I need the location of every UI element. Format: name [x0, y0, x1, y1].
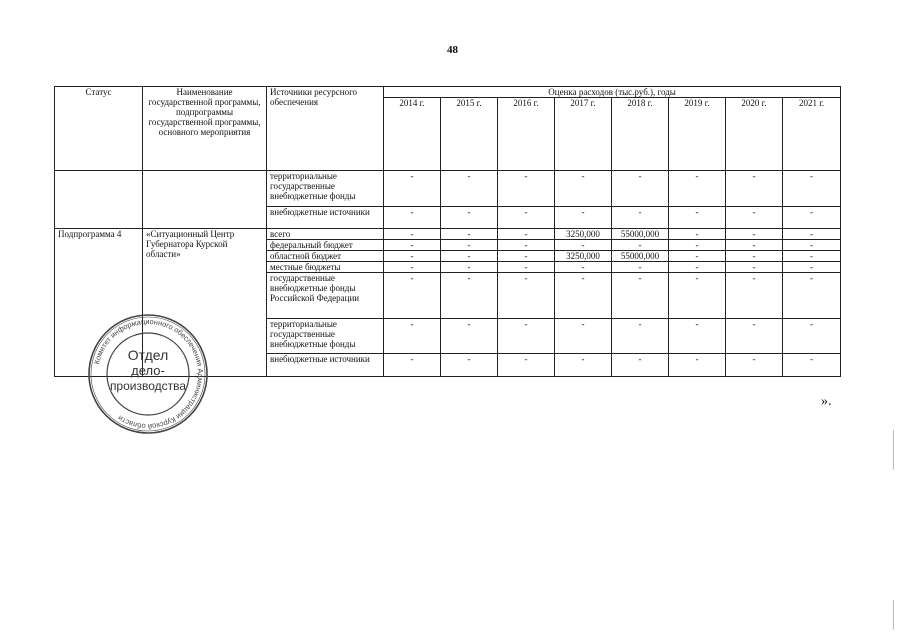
- value-cell: -: [726, 240, 783, 251]
- program-name-cell: «Ситуационный Центр Губернатора Курской области»: [143, 229, 267, 377]
- value-cell: -: [726, 273, 783, 319]
- value-cell: -: [441, 229, 498, 240]
- value-cell: -: [555, 207, 612, 229]
- program-name-cell: [143, 171, 267, 229]
- value-cell: -: [783, 354, 841, 377]
- value-cell: -: [612, 319, 669, 354]
- header-year: 2020 г.: [726, 98, 783, 171]
- header-year: 2017 г.: [555, 98, 612, 171]
- value-cell: -: [612, 171, 669, 207]
- status-cell: Подпрограмма 4: [55, 229, 143, 377]
- value-cell: -: [555, 262, 612, 273]
- value-cell: -: [555, 240, 612, 251]
- source-cell: государственные внебюджетные фонды Российской Федерации: [267, 273, 384, 319]
- value-cell: -: [783, 240, 841, 251]
- header-year: 2014 г.: [384, 98, 441, 171]
- source-cell: федеральный бюджет: [267, 240, 384, 251]
- value-cell: -: [726, 171, 783, 207]
- value-cell: -: [441, 319, 498, 354]
- value-cell: -: [726, 229, 783, 240]
- value-cell: -: [726, 262, 783, 273]
- value-cell: -: [441, 171, 498, 207]
- value-cell: -: [612, 262, 669, 273]
- value-cell: -: [669, 354, 726, 377]
- value-cell: 55000,000: [612, 251, 669, 262]
- table-row: [55, 229, 841, 240]
- value-cell: -: [612, 240, 669, 251]
- value-cell: -: [384, 171, 441, 207]
- status-cell: [55, 171, 143, 229]
- page-number: 48: [447, 44, 458, 56]
- stamp-line-2: дело-: [131, 363, 165, 378]
- value-cell: -: [726, 251, 783, 262]
- value-cell: -: [669, 207, 726, 229]
- source-cell: всего: [267, 229, 384, 240]
- value-cell: -: [384, 354, 441, 377]
- value-cell: -: [669, 262, 726, 273]
- scan-edge-mark: [893, 430, 894, 470]
- value-cell: -: [384, 319, 441, 354]
- value-cell: -: [498, 251, 555, 262]
- stamp-outer-text: Комитет информационного обеспечения Администрации Курской области: [92, 316, 206, 432]
- header-expenses: Оценка расходов (тыс.руб.), годы: [384, 87, 841, 98]
- value-cell: -: [498, 229, 555, 240]
- value-cell: -: [555, 319, 612, 354]
- source-cell: областной бюджет: [267, 251, 384, 262]
- department-stamp: [86, 312, 210, 436]
- header-status: Статус: [55, 87, 143, 171]
- header-year: 2021 г.: [783, 98, 841, 171]
- header-year: 2016 г.: [498, 98, 555, 171]
- value-cell: -: [384, 207, 441, 229]
- value-cell: -: [498, 354, 555, 377]
- value-cell: -: [498, 273, 555, 319]
- value-cell: -: [669, 273, 726, 319]
- value-cell: -: [441, 240, 498, 251]
- value-cell: -: [384, 240, 441, 251]
- stamp-line-1: Отдел: [127, 347, 169, 363]
- value-cell: -: [555, 273, 612, 319]
- value-cell: -: [498, 262, 555, 273]
- value-cell: -: [441, 251, 498, 262]
- value-cell: -: [669, 229, 726, 240]
- value-cell: -: [498, 240, 555, 251]
- source-cell: внебюджетные источники: [267, 207, 384, 229]
- value-cell: -: [783, 273, 841, 319]
- value-cell: -: [498, 207, 555, 229]
- value-cell: -: [783, 229, 841, 240]
- table-row: [55, 171, 841, 207]
- value-cell: -: [441, 354, 498, 377]
- header-sources: Источники ресурсного обеспечения: [267, 87, 384, 171]
- value-cell: -: [384, 262, 441, 273]
- header-year: 2018 г.: [612, 98, 669, 171]
- stamp-line-3: производства: [109, 379, 187, 393]
- source-cell: территориальные государственные внебюджетные фонды: [267, 171, 384, 207]
- value-cell: -: [555, 354, 612, 377]
- value-cell: -: [384, 251, 441, 262]
- value-cell: -: [726, 354, 783, 377]
- value-cell: -: [384, 273, 441, 319]
- value-cell: -: [669, 240, 726, 251]
- value-cell: -: [384, 229, 441, 240]
- scan-edge-mark: [893, 600, 894, 630]
- value-cell: -: [783, 262, 841, 273]
- value-cell: 55000,000: [612, 229, 669, 240]
- value-cell: -: [612, 354, 669, 377]
- source-cell: территориальные государственные внебюджетные фонды: [267, 319, 384, 354]
- value-cell: -: [612, 207, 669, 229]
- value-cell: -: [441, 207, 498, 229]
- value-cell: -: [555, 171, 612, 207]
- value-cell: -: [783, 319, 841, 354]
- header-program-name: Наименование государственной программы, подпрограммы государственной программы, основного мероприятия: [143, 87, 267, 171]
- source-cell: внебюджетные источники: [267, 354, 384, 377]
- value-cell: -: [726, 319, 783, 354]
- header-year: 2019 г.: [669, 98, 726, 171]
- value-cell: 3250,000: [555, 229, 612, 240]
- value-cell: -: [783, 251, 841, 262]
- value-cell: -: [669, 251, 726, 262]
- value-cell: -: [498, 171, 555, 207]
- closing-quote-mark: ».: [821, 394, 832, 409]
- source-cell: местные бюджеты: [267, 262, 384, 273]
- value-cell: -: [612, 273, 669, 319]
- value-cell: -: [441, 262, 498, 273]
- value-cell: -: [783, 207, 841, 229]
- value-cell: -: [726, 207, 783, 229]
- value-cell: -: [441, 273, 498, 319]
- value-cell: 3250,000: [555, 251, 612, 262]
- value-cell: -: [669, 171, 726, 207]
- value-cell: -: [498, 319, 555, 354]
- value-cell: -: [669, 319, 726, 354]
- header-year: 2015 г.: [441, 98, 498, 171]
- value-cell: -: [783, 171, 841, 207]
